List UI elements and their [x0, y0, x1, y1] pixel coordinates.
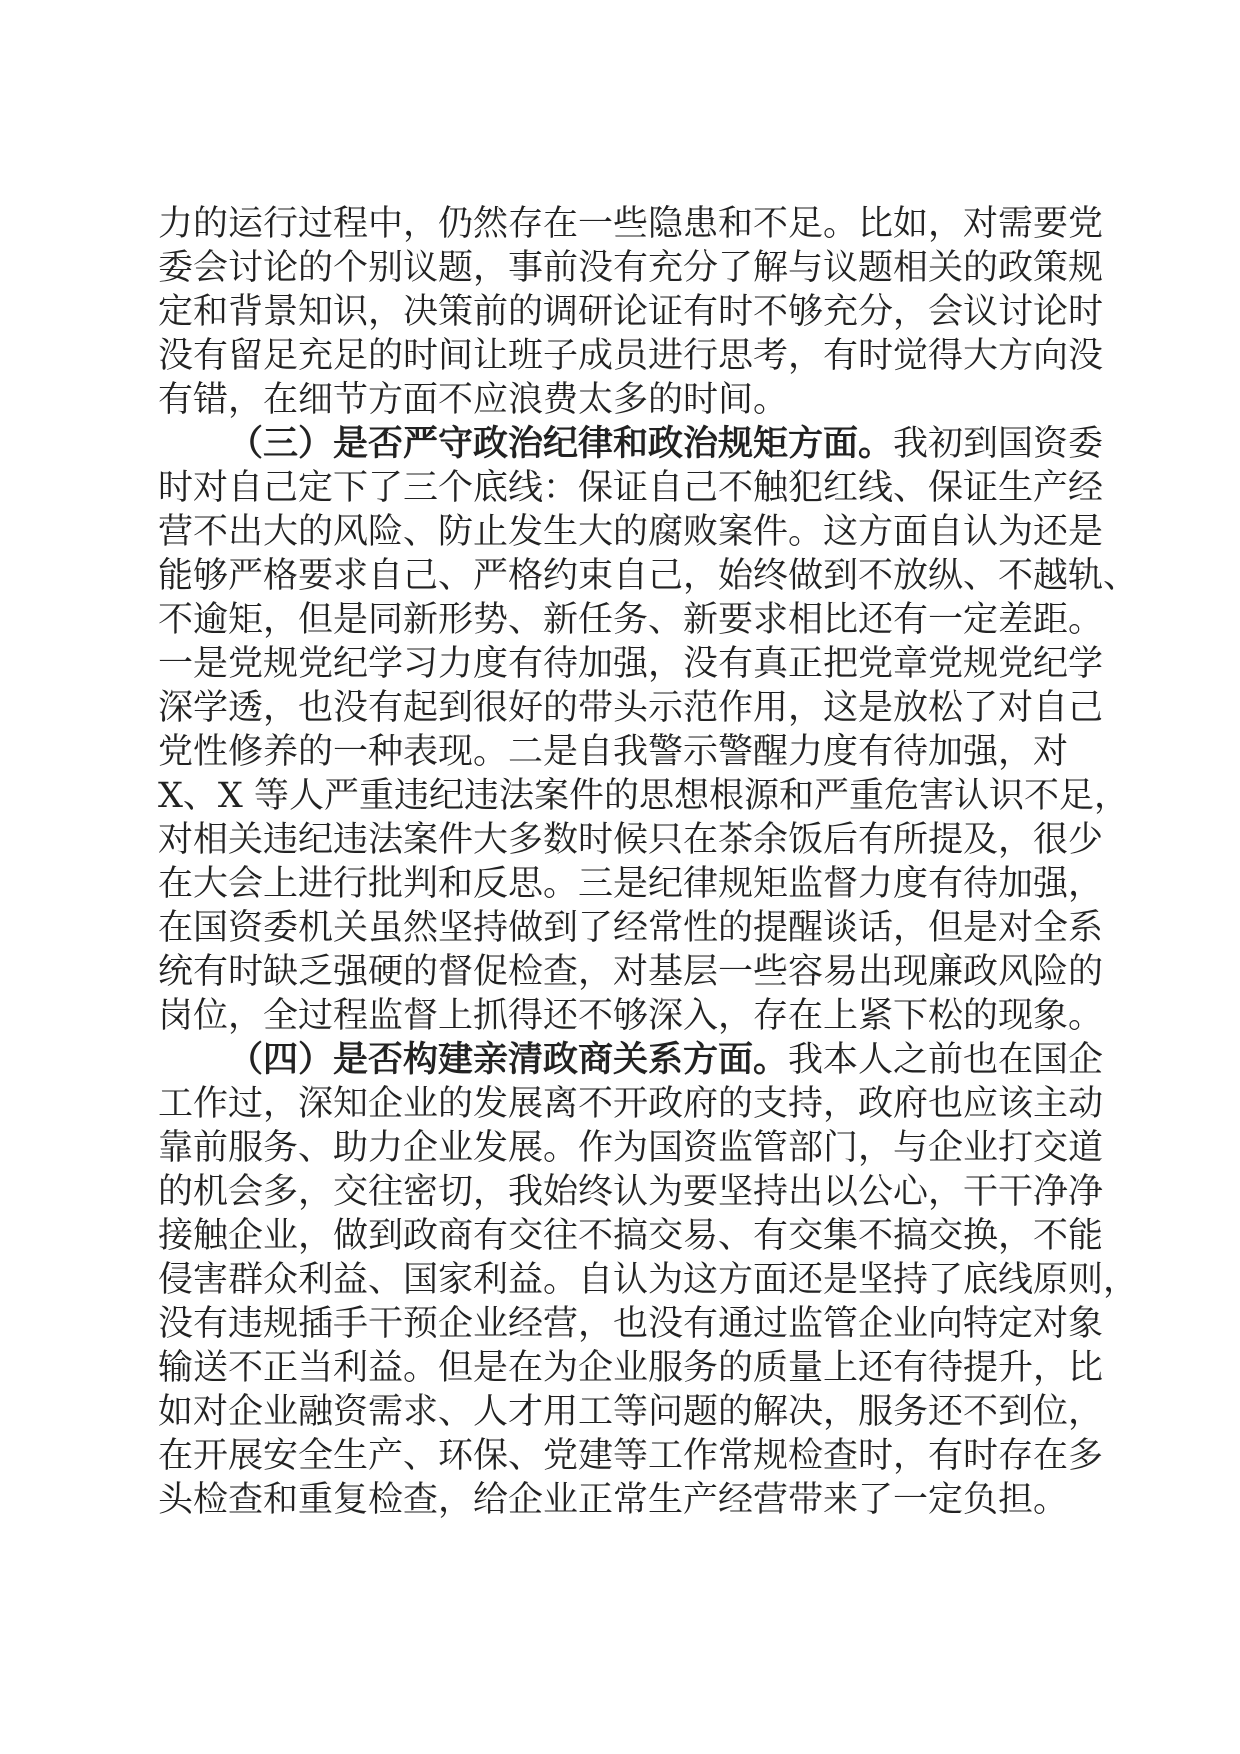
text-line: 不逾矩，但是同新形势、新任务、新要求相比还有一定差距。 [158, 600, 1104, 640]
text-line: 一是党规党纪学习力度有待加强，没有真正把党章党规党纪学 [158, 644, 1104, 684]
text-line: 在开展安全生产、环保、党建等工作常规检查时，有时存在多 [158, 1436, 1104, 1476]
text-line [158, 422, 1104, 466]
text-line: 时对自己定下了三个底线：保证自己不触犯红线、保证生产经 [158, 468, 1104, 508]
text-line: 党性修养的一种表现。二是自我警示警醒力度有待加强，对 [158, 732, 1069, 772]
text-line: 在国资委机关虽然坚持做到了经常性的提醒谈话，但是对全系 [158, 908, 1104, 948]
text-run: 我初到国资委 [893, 424, 1104, 464]
text-line: 有错，在细节方面不应浪费太多的时间。 [158, 380, 789, 420]
text-line: 在大会上进行批判和反思。三是纪律规矩监督力度有待加强， [158, 864, 1104, 904]
paragraph-section-four [158, 1038, 1139, 1522]
text-line: 输送不正当利益。但是在为企业服务的质量上还有待提升，比 [158, 1348, 1104, 1388]
text-line: 如对企业融资需求、人才用工等问题的解决，服务还不到位， [158, 1392, 1104, 1432]
text-line: 工作过，深知企业的发展离不开政府的支持，政府也应该主动 [158, 1084, 1104, 1124]
text-run: 我本人之前也在国企 [788, 1040, 1104, 1080]
text-line: 没有违规插手干预企业经营，也没有通过监管企业向特定对象 [158, 1304, 1104, 1344]
text-line: 统有时缺乏强硬的督促检查，对基层一些容易出现廉政风险的 [158, 952, 1104, 992]
paragraph-section-three [158, 422, 1139, 1038]
text-line: 能够严格要求自己、严格约束自己，始终做到不放纵、不越轨、 [158, 556, 1139, 596]
text-line: 接触企业，做到政商有交往不搞交易、有交集不搞交换，不能 [158, 1216, 1104, 1256]
text-line: 深学透，也没有起到很好的带头示范作用，这是放松了对自己 [158, 688, 1104, 728]
text-line: 的机会多，交往密切，我始终认为要坚持出以公心，干干净净 [158, 1172, 1104, 1212]
text-line: 营不出大的风险、防止发生大的腐败案件。这方面自认为还是 [158, 512, 1104, 552]
text-line: X、X 等人严重违纪违法案件的思想根源和严重危害认识不足， [158, 776, 1129, 816]
section-heading: （三）是否严守政治纪律和政治规矩方面。 [228, 423, 894, 464]
document-body [158, 202, 1139, 1522]
section-heading: （四）是否构建亲清政商关系方面。 [228, 1039, 789, 1080]
text-line [158, 1038, 1104, 1082]
text-line: 没有留足充足的时间让班子成员进行思考，有时觉得大方向没 [158, 336, 1104, 376]
text-line: 头检查和重复检查，给企业正常生产经营带来了一定负担。 [158, 1480, 1069, 1520]
text-line: 对相关违纪违法案件大多数时候只在茶余饭后有所提及，很少 [158, 820, 1104, 860]
paragraph-continued [158, 202, 1104, 422]
text-line: 力的运行过程中，仍然存在一些隐患和不足。比如，对需要党 [158, 204, 1104, 244]
text-line: 侵害群众利益、国家利益。自认为这方面还是坚持了底线原则， [158, 1260, 1139, 1300]
text-line: 委会讨论的个别议题，事前没有充分了解与议题相关的政策规 [158, 248, 1104, 288]
text-line: 靠前服务、助力企业发展。作为国资监管部门，与企业打交道 [158, 1128, 1104, 1168]
text-line: 定和背景知识，决策前的调研论证有时不够充分，会议讨论时 [158, 292, 1104, 332]
text-line: 岗位，全过程监督上抓得还不够深入，存在上紧下松的现象。 [158, 996, 1104, 1036]
